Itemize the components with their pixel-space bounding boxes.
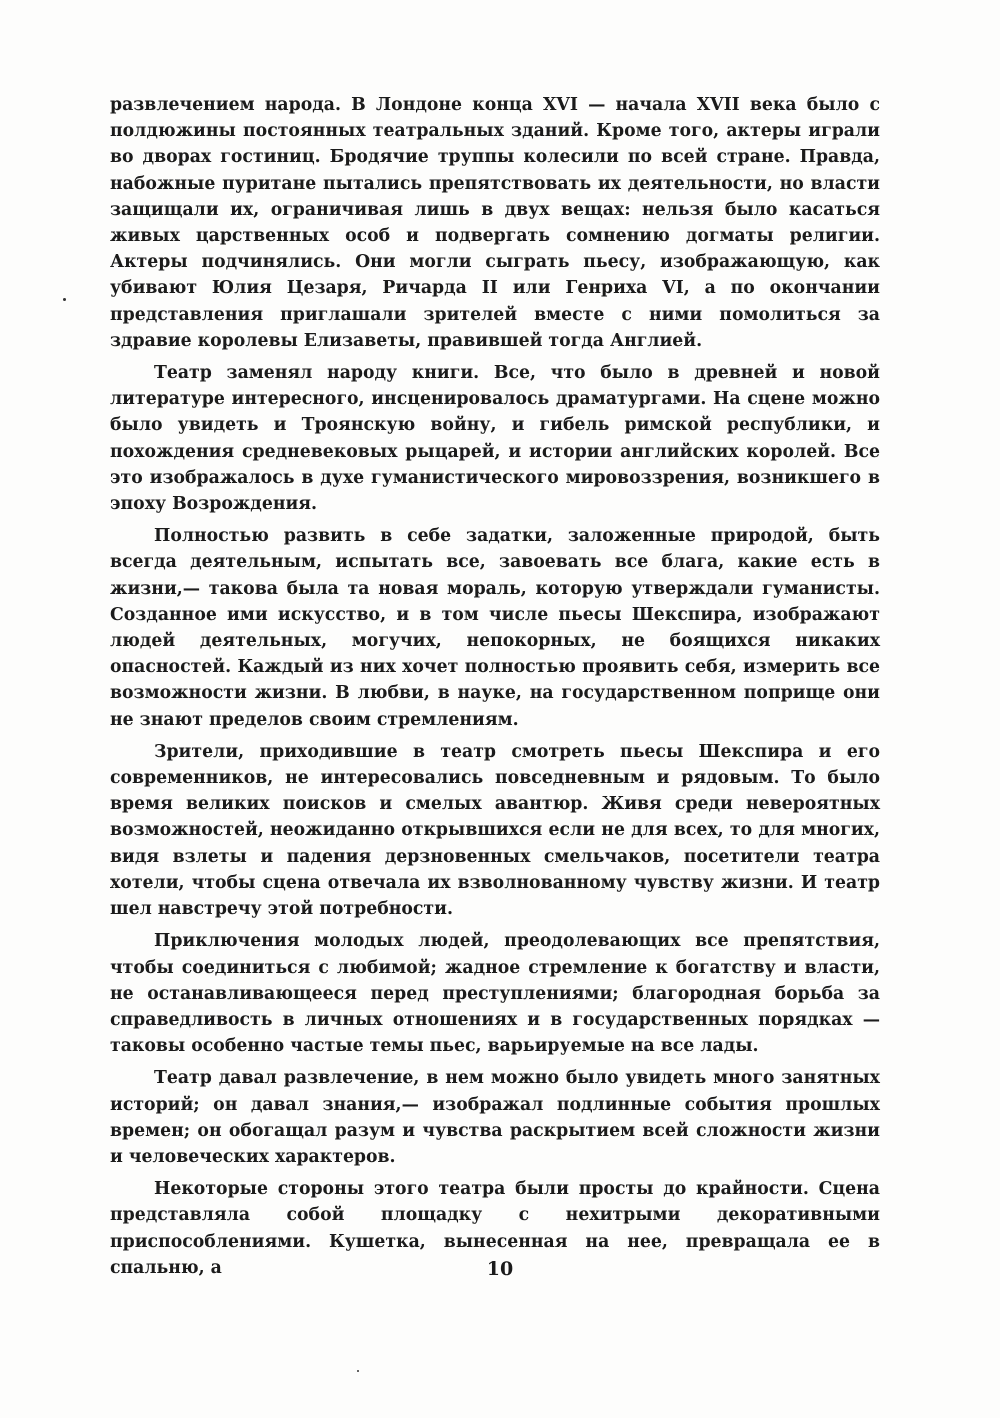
page-number: 10 — [486, 1258, 514, 1280]
paragraph-6: Театр давал развлечение, в нем можно было увидеть много занятных историй; он давал знания,— изображал подлинные события прошлых времен; он обогащал разум и чувства раскрытием всей сложности жизни и человеческих характеров. — [110, 1068, 880, 1167]
paragraph-2: Театр заменял народу книги. Все, что было в древней и новой литературе интересного, инсценировалось драматургами. На сцене можно было увидеть и Троянскую войну, и гибель римской республики, и похождения средневековых рыцарей, и истории английских королей. Все это изображалось в духе гуманистического мировоззрения, возникшего в эпоху Возрождения. — [110, 363, 880, 515]
paragraph-5: Приключения молодых людей, преодолевающих все препятствия, чтобы соединиться с любимой; жадное стремление к богатству и власти, не останавливающееся перед преступлениями; благородная борьба за справедливость в личных отношениях и в государственных порядках — таковы особенно частые темы пьес, варьируемые на все лады. — [110, 931, 880, 1057]
paragraph-3: Полностью развить в себе задатки, заложенные природой, быть всегда деятельным, испытать все, завоевать все блага, какие есть в жизни,— такова была та новая мораль, которую утверждали гуманисты. Созданное ими искусство, и в том числе пьесы Шекспира, изображают людей деятельных, могучих, непокорных, не боящихся никаких опасностей. Каждый из них хочет полностью проявить себя, измерить все возможности жизни. В любви, в науке, на государственном поприще они не знают пределов своим стремлениям. — [110, 526, 880, 730]
body-text — [110, 92, 880, 1281]
paragraph-1: развлечением народа. В Лондоне конца XVI — начала XVII века было с полдюжины постоянных театральных зданий. Кроме того, актеры играли во дворах гостиниц. Бродячие труппы колесили по всей стране. Правда, набожные пуритане пытались препятствовать их деятельности, но власти защищали их, ограничивая лишь в двух вещах: нельзя было касаться живых царственных особ и подвергать сомнению догматы религии. Актеры подчинялись. Они могли сыграть пьесу, изображающую, как убивают Юлия Цезаря, Ричарда II или Генриха VI, а по окончании представления приглашали зрителей вместе с ними помолиться за здравие королевы Елизаветы, правившей тогда Англией. — [110, 95, 880, 351]
scan-speck — [63, 298, 66, 301]
paragraph-4: Зрители, приходившие в театр смотреть пьесы Шекспира и его современников, не интересовались повседневным и рядовым. То было время великих поисков и смелых авантюр. Живя среди невероятных возможностей, неожиданно открывшихся если не для всех, то для многих, видя взлеты и падения дерзновенных смельчаков, посетители театра хотели, чтобы сцена отвечала их взволнованному чувству жизни. И театр шел навстречу этой потребности. — [110, 741, 880, 920]
paragraph-7: Некоторые стороны этого театра были просты до крайности. Сцена представляла собой площадку с нехитрыми декоративными приспособлениями. Кушетка, вынесенная на нее, превращала ее в спальню, а — [110, 1179, 880, 1278]
scan-speck — [357, 1370, 359, 1372]
